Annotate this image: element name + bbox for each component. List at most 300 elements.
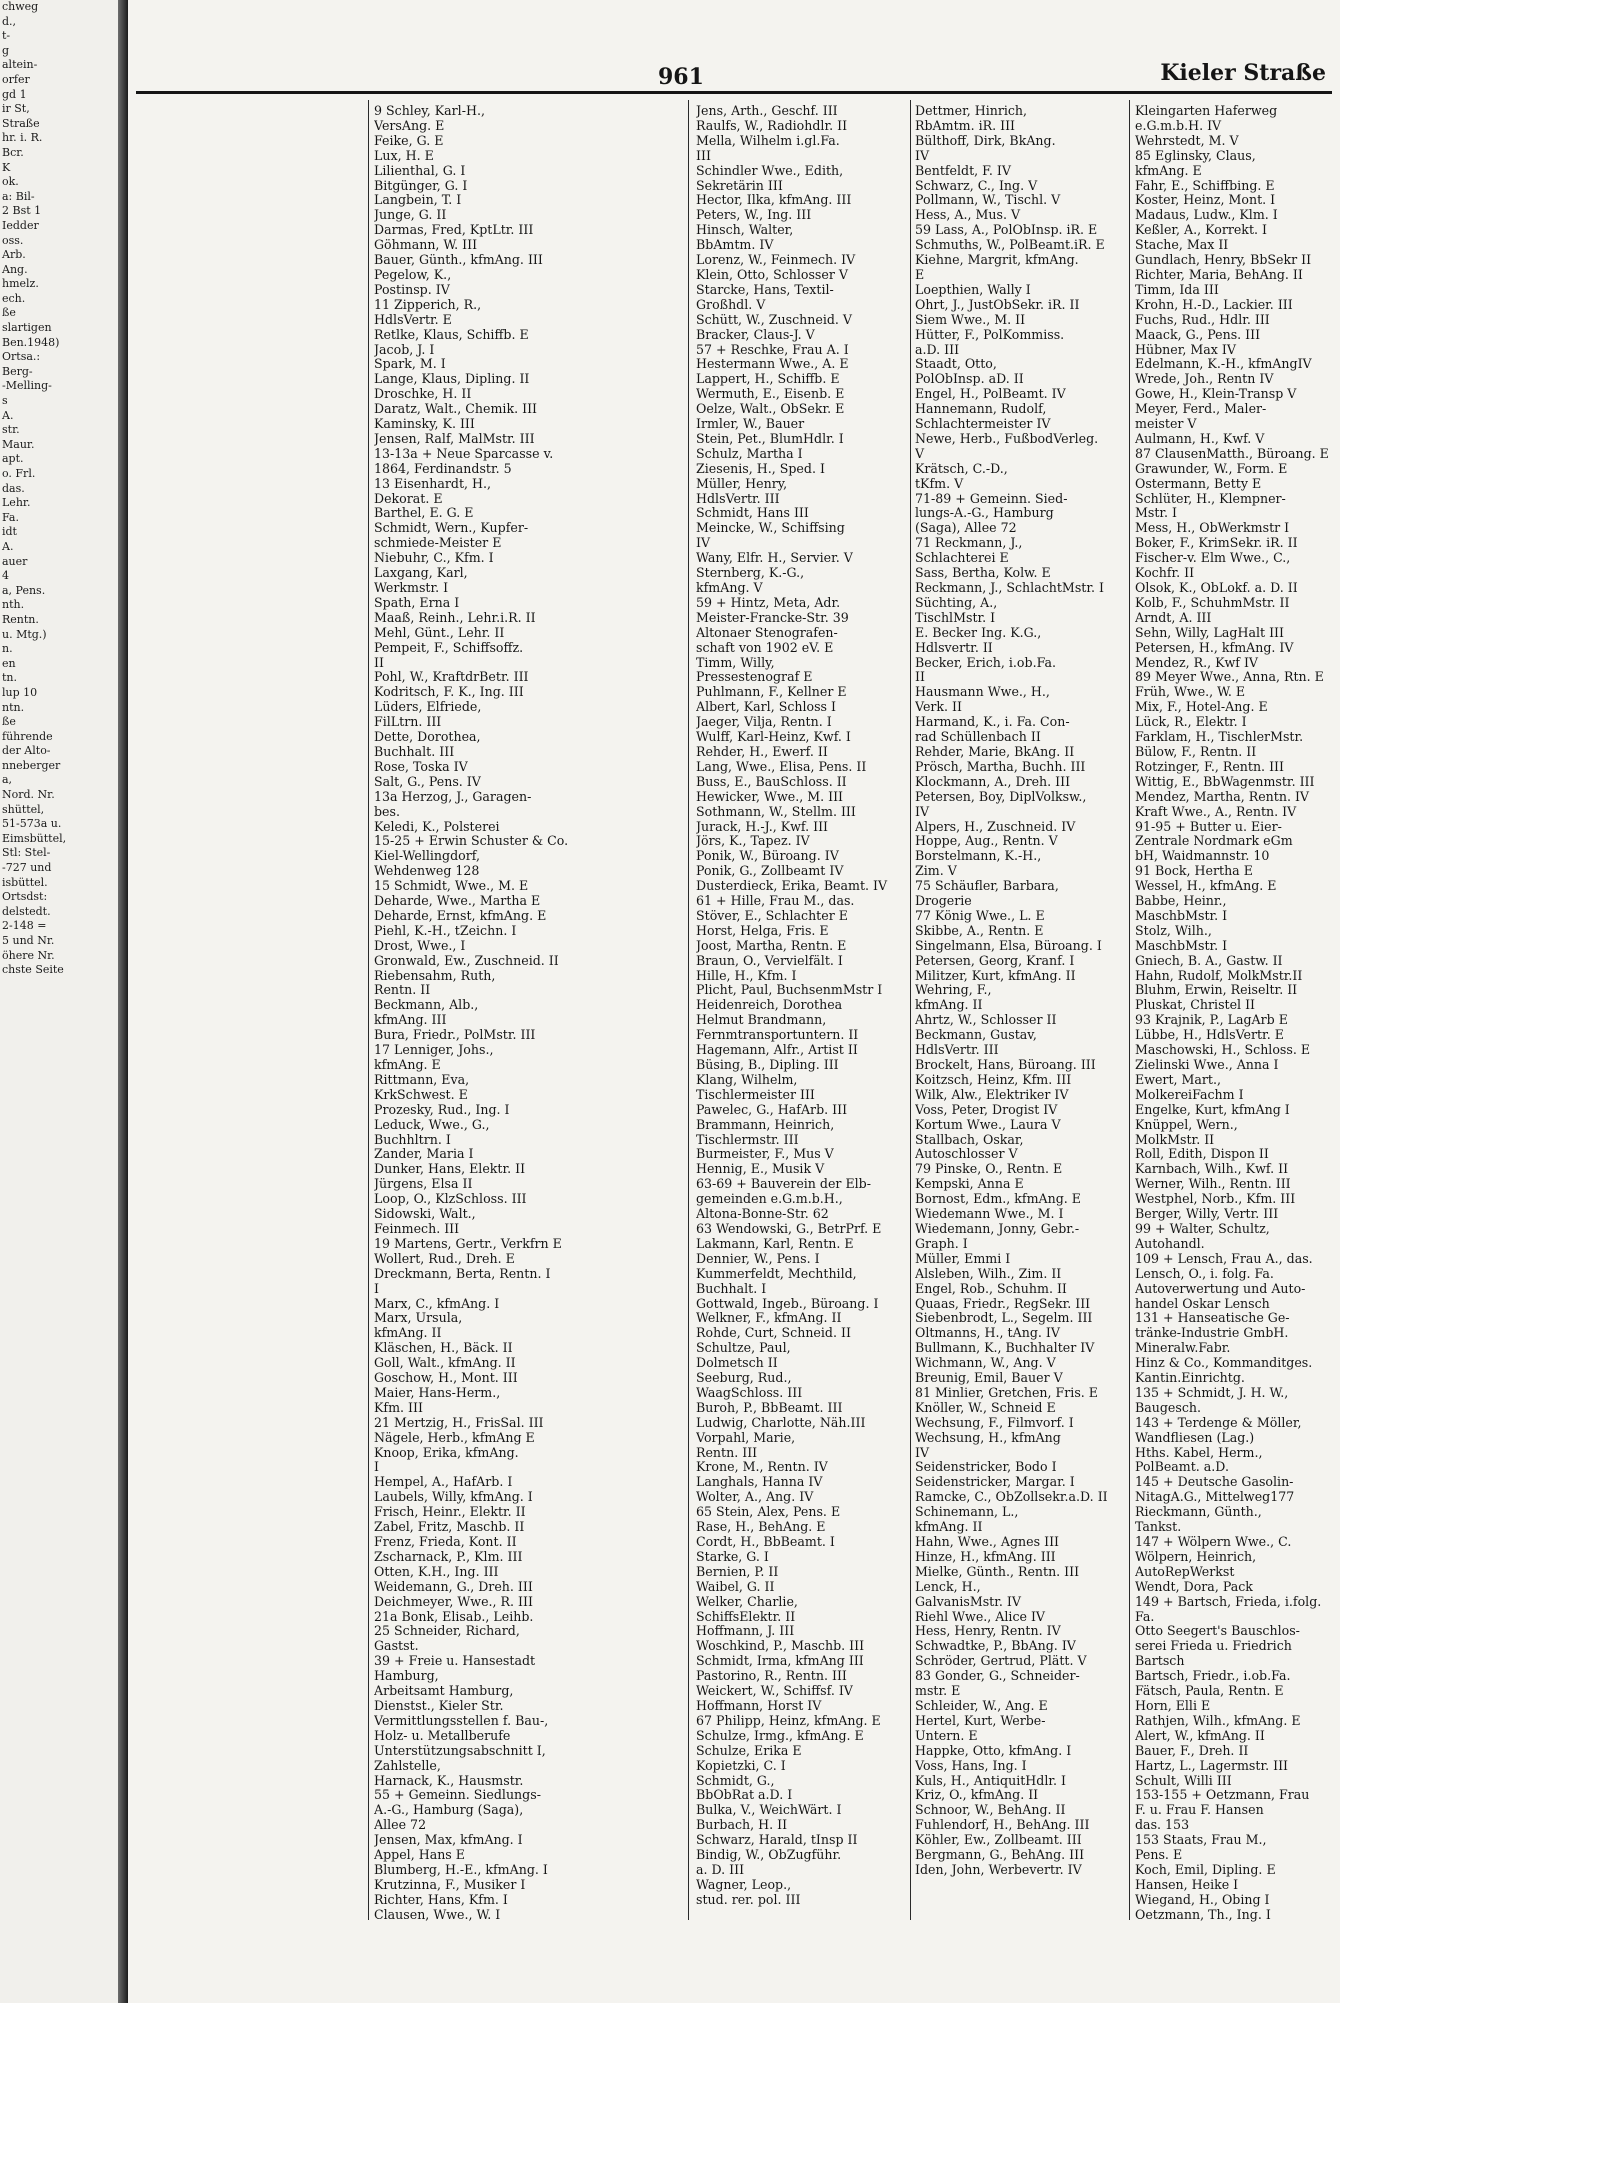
column-3 <box>696 104 906 1908</box>
prev-page-line: führende <box>2 729 53 743</box>
directory-entry: Pens. E <box>1135 1848 1183 1863</box>
directory-entry: 1864, Ferdinandstr. 5 <box>374 461 512 476</box>
prev-page-line: chweg <box>2 0 39 13</box>
directory-entry: mstr. E <box>915 1684 961 1699</box>
directory-entry: Boker, F., KrimSekr. iR. II <box>1135 536 1298 551</box>
directory-entry: Hoffmann, J. III <box>696 1624 795 1639</box>
directory-entry: Lück, R., Elektr. I <box>1135 715 1247 730</box>
directory-entry: 153 Staats, Frau M., <box>1135 1833 1267 1848</box>
directory-entry: Pollmann, W., Tischl. V <box>915 193 1061 208</box>
directory-entry: Lübbe, H., HdlsVertr. E <box>1135 1028 1284 1043</box>
directory-entry: Schwarz, C., Ing. V <box>915 178 1038 193</box>
directory-entry: Baugesch. <box>1135 1400 1202 1415</box>
directory-entry: Kriz, O., kfmAng. II <box>915 1788 1039 1803</box>
directory-entry: Spath, Erna I <box>374 595 460 610</box>
directory-entry: Kodritsch, F. K., Ing. III <box>374 685 524 700</box>
prev-page-line: Straße <box>2 116 40 130</box>
directory-entry: Keßler, A., Korrekt. I <box>1135 223 1267 238</box>
directory-entry: Burbach, H. II <box>696 1818 788 1833</box>
directory-entry: Darmas, Fred, KptLtr. III <box>374 223 534 238</box>
directory-entry: Wichmann, W., Ang. V <box>915 1356 1056 1371</box>
directory-entry: Raulfs, W., Radiohdlr. II <box>696 118 848 133</box>
prev-page-line: idt <box>2 525 17 539</box>
directory-entry: Gastst. <box>374 1639 419 1654</box>
directory-entry: Reckmann, J., SchlachtMstr. I <box>915 581 1104 595</box>
directory-entry: Albert, Karl, Schloss I <box>696 700 837 715</box>
directory-entry: 39 + Freie u. Hansestadt <box>374 1654 536 1669</box>
directory-entry: Untern. E <box>915 1728 978 1743</box>
directory-entry: 19 Martens, Gertr., Verkfrn E <box>374 1236 562 1251</box>
directory-entry: Hewicker, Wwe., M. III <box>696 789 844 804</box>
directory-entry: Buchhalt. III <box>374 744 455 759</box>
directory-entry: MaschbMstr. I <box>1135 938 1228 953</box>
directory-entry: Siebenbrodt, L., Segelm. III <box>915 1311 1093 1326</box>
previous-page-strip <box>0 0 118 2003</box>
directory-entry: Becker, Erich, i.ob.Fa. <box>915 655 1056 670</box>
directory-entry: Sass, Bertha, Kolw. E <box>915 566 1051 581</box>
directory-entry: Schultze, Paul, <box>696 1341 791 1356</box>
directory-entry: Petersen, Boy, DiplVolksw., <box>915 789 1087 804</box>
directory-entry: Loop, O., KlzSchloss. III <box>374 1192 527 1207</box>
prev-page-line: o. Frl. <box>2 467 36 480</box>
directory-entry: Wiedemann Wwe., M. I <box>915 1207 1064 1222</box>
directory-entry: Autohandl. <box>1135 1236 1205 1251</box>
directory-entry: Süchting, A., <box>915 595 998 610</box>
directory-entry: Langhals, Hanna IV <box>696 1475 823 1490</box>
directory-entry: Richter, Hans, Kfm. I <box>374 1892 508 1907</box>
directory-entry: das. 153 <box>1135 1818 1190 1833</box>
directory-entry: Hütter, F., PolKommiss. <box>915 327 1065 342</box>
directory-entry: Wrede, Joh., Rentn IV <box>1135 372 1274 387</box>
directory-entry: Horn, Elli E <box>1135 1698 1211 1713</box>
prev-page-line: Fa. <box>2 510 19 524</box>
prev-page-line: 5 und Nr. <box>2 934 55 947</box>
directory-entry: 25 Schneider, Richard, <box>374 1624 520 1639</box>
directory-entry: Karnbach, Wilh., Kwf. II <box>1135 1162 1289 1177</box>
directory-entry: Lappert, H., Schiffb. E <box>696 372 840 387</box>
directory-entry: Kempski, Anna E <box>915 1177 1024 1192</box>
prev-page-line: A. <box>2 539 14 553</box>
prev-page-line: d., <box>2 14 17 28</box>
directory-entry: e.G.m.b.H. IV <box>1135 118 1222 133</box>
directory-entry: 65 Stein, Alex, Pens. E <box>696 1505 841 1520</box>
prev-page-line: A. <box>2 408 14 422</box>
directory-entry: Lensch, O., i. folg. Fa. <box>1135 1266 1274 1281</box>
prev-page-line: Nord. Nr. <box>2 788 55 802</box>
directory-entry: Schmidt, Irma, kfmAng III <box>696 1654 864 1669</box>
directory-entry: Tischlermstr. III <box>696 1132 799 1147</box>
directory-entry: gemeinden e.G.m.b.H., <box>696 1192 843 1207</box>
directory-entry: Bauer, F., Dreh. II <box>1135 1743 1249 1758</box>
directory-entry: Schmidt, Wern., Kupfer- <box>374 521 529 536</box>
directory-entry: tränke-Industrie GmbH. <box>1135 1326 1289 1341</box>
directory-entry: Singelmann, Elsa, Büroang. I <box>915 938 1102 953</box>
directory-entry: 85 Eglinsky, Claus, <box>1135 148 1256 163</box>
directory-entry: Fätsch, Paula, Rentn. E <box>1135 1684 1284 1699</box>
directory-entry: Weidemann, G., Dreh. III <box>374 1579 533 1594</box>
directory-entry: Hess, Henry, Rentn. IV <box>915 1624 1061 1639</box>
directory-entry: Knoop, Erika, kfmAng. <box>374 1445 519 1460</box>
directory-entry: Wehring, F., <box>915 983 992 998</box>
directory-entry: Laubels, Willy, kfmAng. I <box>374 1490 533 1505</box>
directory-entry: Mstr. I <box>1135 506 1178 521</box>
directory-entry: Zander, Maria I <box>374 1147 474 1162</box>
directory-entry: Harmand, K., i. Fa. Con- <box>915 715 1070 730</box>
directory-entry: Stein, Pet., BlumHdlr. I <box>696 431 844 446</box>
directory-entry: Welker, Charlie, <box>696 1594 798 1609</box>
prev-page-line: str. <box>2 423 20 437</box>
directory-entry: Dusterdieck, Erika, Beamt. IV <box>696 879 888 894</box>
directory-entry: E. Becker Ing. K.G., <box>915 625 1042 640</box>
directory-entry: Verk. II <box>915 700 962 715</box>
directory-entry: Gowe, H., Klein-Transp V <box>1135 387 1297 402</box>
directory-entry: Marx, Ursula, <box>374 1311 463 1326</box>
directory-entry: Holz- u. Metallberufe <box>374 1728 511 1743</box>
directory-entry: Pluskat, Christel II <box>1135 998 1256 1013</box>
directory-entry: Brockelt, Hans, Büroang. III <box>915 1058 1096 1072</box>
directory-entry: Staadt, Otto, <box>915 357 997 372</box>
directory-entry: Krohn, H.-D., Lackier. III <box>1135 297 1293 312</box>
directory-entry: Klang, Wilhelm, <box>696 1072 798 1087</box>
directory-entry: Alsleben, Wilh., Zim. II <box>915 1266 1062 1281</box>
directory-entry: Arndt, A. III <box>1135 610 1212 625</box>
directory-entry: Petersen, Georg, Kranf. I <box>915 953 1075 968</box>
directory-entry: Droschke, H. II <box>374 387 472 402</box>
directory-entry: Feinmech. III <box>374 1221 460 1236</box>
directory-entry: Prösch, Martha, Buchh. III <box>915 759 1086 774</box>
directory-entry: Engelke, Kurt, kfmAng I <box>1135 1102 1290 1117</box>
directory-entry: Pawelec, G., HafArb. III <box>696 1102 848 1117</box>
directory-entry: Hoppe, Aug., Rentn. V <box>915 834 1058 849</box>
prev-page-line: a: Bil- <box>2 189 35 203</box>
directory-entry: Goll, Walt., kfmAng. II <box>374 1356 516 1371</box>
directory-entry: 153-155 + Oetzmann, Frau <box>1135 1788 1310 1803</box>
directory-page <box>128 0 1340 2003</box>
directory-entry: 145 + Deutsche Gasolin- <box>1135 1475 1294 1490</box>
directory-entry: Werkmstr. I <box>374 581 449 595</box>
directory-entry: Wolter, A., Ang. IV <box>696 1490 814 1505</box>
directory-entry: Wessel, H., kfmAng. E <box>1135 879 1277 894</box>
directory-entry: Bauer, Günth., kfmAng. III <box>374 253 543 268</box>
directory-entry: Dekorat. E <box>374 491 443 506</box>
prev-page-line: Iedder <box>2 218 39 232</box>
directory-entry: Dette, Dorothea, <box>374 730 481 745</box>
prev-page-line: Ben.1948) <box>2 335 60 349</box>
prev-page-line: Lehr. <box>2 496 31 510</box>
directory-entry: 59 Lass, A., PolObInsp. iR. E <box>915 223 1098 238</box>
directory-entry: Heidenreich, Dorothea <box>696 998 843 1013</box>
directory-entry: Dienstst., Kieler Str. <box>374 1698 504 1713</box>
directory-entry: Schröder, Gertrud, Plätt. V <box>915 1654 1087 1669</box>
prev-page-line: altein- <box>2 58 38 72</box>
directory-entry: Mess, H., ObWerkmstr I <box>1135 521 1290 536</box>
directory-entry: Timm, Ida III <box>1135 282 1219 297</box>
directory-entry: Zscharnack, P., Klm. III <box>374 1549 523 1564</box>
directory-entry: Köhler, Ew., Zollbeamt. III <box>915 1833 1082 1848</box>
directory-entry: BbAmtm. IV <box>696 238 774 253</box>
directory-entry: Richter, Maria, BehAng. II <box>1135 267 1303 282</box>
directory-entry: Hess, A., Mus. V <box>915 208 1021 223</box>
directory-entry: SchiffsElektr. II <box>696 1609 796 1624</box>
directory-entry: Bartsch, Friedr., i.ob.Fa. <box>1135 1669 1291 1684</box>
directory-entry: Autoschlosser V <box>915 1147 1018 1162</box>
directory-entry: KrkSchwest. E <box>374 1087 468 1102</box>
directory-entry: Barthel, E. G. E <box>374 506 474 521</box>
directory-entry: 75 Schäufler, Barbara, <box>915 879 1059 894</box>
directory-entry: Dreckmann, Berta, Rentn. I <box>374 1266 551 1281</box>
directory-entry: Kiel-Wellingdorf, <box>374 849 480 864</box>
directory-entry: Plicht, Paul, BuchsenmMstr I <box>696 983 883 998</box>
directory-entry: I <box>374 1281 379 1296</box>
directory-entry: 59 + Hintz, Meta, Adr. <box>696 595 841 610</box>
directory-entry: Seidenstricker, Bodo I <box>915 1460 1057 1475</box>
directory-entry: kfmAng. II <box>915 998 983 1013</box>
directory-entry: MolkMstr. II <box>1135 1132 1215 1147</box>
directory-entry: Bentfeldt, F. IV <box>915 163 1012 178</box>
directory-entry: 67 Philipp, Heinz, kfmAng. E <box>696 1713 881 1728</box>
directory-entry: II <box>915 670 925 685</box>
directory-entry: schmiede-Meister E <box>374 536 502 551</box>
directory-entry: Mielke, Günth., Rentn. III <box>915 1564 1080 1579</box>
prev-page-line: das. <box>2 481 25 495</box>
directory-entry: Koster, Heinz, Mont. I <box>1135 193 1276 208</box>
directory-entry: stud. rer. pol. III <box>696 1892 801 1907</box>
directory-entry: WaagSchloss. III <box>696 1385 803 1400</box>
prev-page-line: Ang. <box>2 262 28 276</box>
directory-entry: Borstelmann, K.-H., <box>915 849 1042 864</box>
directory-entry: Wehrstedt, M. V <box>1135 133 1239 148</box>
directory-entry: Bartsch <box>1135 1654 1185 1669</box>
directory-entry: HdlsVertr. III <box>696 491 780 506</box>
directory-entry: Dolmetsch II <box>696 1356 778 1371</box>
directory-entry: Bülow, F., Rentn. II <box>1135 744 1257 759</box>
directory-entry: Pastorino, R., Rentn. III <box>696 1669 847 1684</box>
directory-entry: III <box>696 148 711 163</box>
directory-entry: Westphel, Norb., Kfm. III <box>1135 1192 1296 1207</box>
directory-entry: Koitzsch, Heinz, Kfm. III <box>915 1072 1072 1087</box>
prev-page-line: hmelz. <box>2 277 39 291</box>
directory-entry: a.D. III <box>915 342 960 357</box>
prev-page-line: isbüttel. <box>2 875 48 889</box>
directory-entry: Sekretärin III <box>696 178 783 193</box>
directory-entry: Braun, O., Vervielfält. I <box>696 953 843 968</box>
directory-entry: 93 Krajnik, P., LagArb E <box>1135 1013 1288 1028</box>
directory-entry: Burmeister, F., Mus V <box>696 1147 834 1162</box>
directory-entry: Kiehne, Margrit, kfmAng. <box>915 253 1079 268</box>
directory-entry: Dettmer, Hinrich, <box>915 104 1028 118</box>
directory-entry: Lange, Klaus, Dipling. II <box>374 372 530 387</box>
directory-entry: Vermittlungsstellen f. Bau-, <box>374 1713 549 1728</box>
directory-entry: Bernien, P. II <box>696 1564 779 1579</box>
directory-entry: Koch, Emil, Dipling. E <box>1135 1862 1276 1877</box>
directory-entry: Jürgens, Elsa II <box>374 1177 473 1192</box>
directory-entry: Marx, C., kfmAng. I <box>374 1296 500 1311</box>
directory-entry: IV <box>915 1445 930 1460</box>
directory-entry: Wittig, E., BbWagenmstr. III <box>1135 774 1315 789</box>
directory-entry: Laxgang, Karl, <box>374 566 468 581</box>
directory-entry: Maschowski, H., Schloss. E <box>1135 1043 1311 1058</box>
directory-entry: 61 + Hille, Frau M., das. <box>696 894 855 909</box>
directory-entry: GalvanisMstr. IV <box>915 1594 1021 1609</box>
directory-entry: Deharde, Ernst, kfmAng. E <box>374 908 547 923</box>
prev-page-line: ok. <box>2 175 19 189</box>
directory-entry: Meyer, Ferd., Maler- <box>1135 402 1267 417</box>
directory-entry: Hamburg, <box>374 1669 439 1684</box>
directory-entry: Meister-Francke-Str. 39 <box>696 610 849 625</box>
directory-entry: Werner, Wilh., Rentn. III <box>1135 1177 1291 1192</box>
directory-entry: Jacob, J. I <box>374 342 435 357</box>
directory-entry: Junge, G. II <box>374 208 447 223</box>
directory-entry: Wagner, Leop., <box>696 1877 792 1892</box>
prev-page-line: oss. <box>2 233 24 247</box>
directory-entry: RbAmtm. iR. III <box>915 118 1016 133</box>
directory-entry: Altonaer Stenografen- <box>696 625 838 640</box>
prev-page-line: Stl: Stel- <box>2 846 51 860</box>
directory-entry: Brammann, Heinrich, <box>696 1117 835 1132</box>
directory-entry: serei Frieda u. Friedrich <box>1135 1639 1292 1654</box>
directory-entry: Hartz, L., Lagermstr. III <box>1135 1758 1289 1773</box>
directory-entry: Puhlmann, F., Kellner E <box>696 685 847 700</box>
directory-entry: 149 + Bartsch, Frieda, i.folg. <box>1135 1594 1322 1609</box>
directory-entry: Allee 72 <box>374 1818 427 1833</box>
directory-entry: Mella, Wilhelm i.gl.Fa. <box>696 133 840 148</box>
directory-entry: 21 Mertzig, H., FrisSal. III <box>374 1415 544 1430</box>
directory-entry: E <box>915 267 925 282</box>
prev-page-line: gd 1 <box>2 87 27 101</box>
directory-entry: Bergmann, G., BehAng. III <box>915 1848 1085 1863</box>
directory-entry: Hansen, Heike I <box>1135 1877 1239 1892</box>
prev-page-line: der Alto- <box>2 744 51 758</box>
prev-page-line: -Melling- <box>2 379 52 393</box>
prev-page-line: 4 <box>2 569 9 583</box>
directory-entry: Buchhltrn. I <box>374 1132 451 1147</box>
directory-entry: Buroh, P., BbBeamt. III <box>696 1400 843 1415</box>
directory-entry: Fahr, E., Schiffbing. E <box>1135 178 1275 193</box>
prev-page-line: g <box>2 43 10 57</box>
directory-entry: Sehn, Willy, LagHalt III <box>1135 625 1285 640</box>
directory-entry: Hths. Kabel, Herm., <box>1135 1445 1263 1460</box>
directory-entry: Tankst. <box>1135 1520 1182 1535</box>
directory-entry: Skibbe, A., Rentn. E <box>915 923 1044 938</box>
directory-entry: Hannemann, Rudolf, <box>915 402 1047 417</box>
directory-entry: Cordt, H., BbBeamt. I <box>696 1535 835 1549</box>
directory-entry: Quaas, Friedr., RegSekr. III <box>915 1296 1091 1311</box>
directory-entry: Pressestenograf E <box>696 670 813 685</box>
directory-entry: Wendt, Dora, Pack <box>1135 1579 1253 1594</box>
directory-entry: Drost, Wwe., I <box>374 938 466 953</box>
directory-entry: Schnoor, W., BehAng. II <box>915 1803 1066 1818</box>
directory-entry: F. u. Frau F. Hansen <box>1135 1803 1264 1818</box>
prev-page-line: Arb. <box>2 248 26 262</box>
directory-entry: Rittmann, Eva, <box>374 1072 470 1087</box>
prev-page-line: Maur. <box>2 437 35 451</box>
directory-entry: Schlüter, H., Klempner- <box>1135 491 1286 506</box>
directory-entry: rad Schüllenbach II <box>915 730 1041 745</box>
prev-page-line: 51-573a u. <box>2 817 62 831</box>
directory-entry: Rentn. II <box>374 983 431 998</box>
directory-entry: HdlsVertr. E <box>374 312 452 327</box>
prev-page-line: nth. <box>2 598 25 612</box>
directory-entry: Keledi, K., Polsterei <box>374 819 500 834</box>
directory-entry: MolkereiFachm I <box>1135 1087 1244 1102</box>
directory-entry: II <box>374 655 384 670</box>
directory-entry: Kfm. III <box>374 1400 423 1415</box>
directory-entry: Rose, Toska IV <box>374 759 468 774</box>
directory-entry: Riehl Wwe., Alice IV <box>915 1609 1046 1624</box>
directory-entry: Früh, Wwe., W. E <box>1135 685 1246 700</box>
prev-page-line: chste Seite <box>2 963 64 977</box>
directory-entry: kfmAng. E <box>374 1058 441 1072</box>
directory-entry: Grawunder, W., Form. E <box>1135 461 1288 476</box>
directory-entry: Beckmann, Gustav, <box>915 1028 1037 1043</box>
directory-entry: 99 + Walter, Schultz, <box>1135 1221 1270 1236</box>
directory-entry: Hinsch, Walter, <box>696 223 794 238</box>
directory-entry: a. D. III <box>696 1862 745 1877</box>
directory-entry: Kläschen, H., Bäck. II <box>374 1341 513 1356</box>
page-number: 961 <box>658 64 704 90</box>
directory-entry: handel Oskar Lensch <box>1135 1296 1270 1311</box>
directory-entry: Voss, Peter, Drogist IV <box>915 1102 1058 1117</box>
directory-entry: Hennig, E., Musik V <box>696 1162 825 1177</box>
prev-page-line: nneberger <box>2 758 61 772</box>
directory-entry: bes. <box>374 804 400 819</box>
directory-entry: Kleingarten Haferweg <box>1135 104 1278 118</box>
directory-entry: Vorpahl, Marie, <box>696 1430 796 1445</box>
directory-entry: Stöver, E., Schlachter E <box>696 908 848 923</box>
directory-entry: Harnack, K., Hausmstr. <box>374 1773 524 1788</box>
directory-entry: Clausen, Wwe., W. I <box>374 1907 501 1922</box>
prev-page-line: delstedt. <box>2 904 51 918</box>
directory-entry: Hille, H., Kfm. I <box>696 968 797 983</box>
directory-entry: Schleider, W., Ang. E <box>915 1698 1048 1713</box>
prev-page-line: ße <box>2 715 16 729</box>
directory-entry: Rehder, H., Ewerf. II <box>696 744 828 759</box>
directory-entry: kfmAng. II <box>374 1326 442 1341</box>
prev-page-line: a, <box>2 773 13 787</box>
directory-entry: 91 Bock, Hertha E <box>1135 864 1253 879</box>
directory-entry: Müller, Henry, <box>696 476 788 491</box>
directory-entry: Wollert, Rud., Dreh. E <box>374 1251 515 1266</box>
directory-entry: Roll, Edith, Dispon II <box>1135 1147 1269 1162</box>
directory-entry: Zentrale Nordmark eGm <box>1135 834 1293 849</box>
directory-entry: Peters, W., Ing. III <box>696 208 812 223</box>
directory-entry: Bulka, V., WeichWärt. I <box>696 1803 842 1818</box>
directory-entry: Welkner, F., kfmAng. II <box>696 1311 842 1326</box>
directory-entry: Fischer-v. Elm Wwe., C., <box>1135 551 1291 566</box>
directory-entry: Zabel, Fritz, Maschb. II <box>374 1520 525 1535</box>
directory-entry: 79 Pinske, O., Rentn. E <box>915 1162 1063 1177</box>
directory-entry: Wiegand, H., Obing I <box>1135 1892 1270 1907</box>
directory-entry: Buss, E., BauSchloss. II <box>696 774 847 789</box>
directory-entry: Dunker, Hans, Elektr. II <box>374 1162 526 1177</box>
directory-entry: 55 + Gemeinn. Siedlungs- <box>374 1788 541 1803</box>
directory-entry: 17 Lenniger, Johs., <box>374 1043 494 1058</box>
directory-entry: Blumberg, H.-E., kfmAng. I <box>374 1862 548 1877</box>
directory-entry: Zahlstelle, <box>374 1758 441 1773</box>
directory-entry: Ramcke, C., ObZollsekr.a.D. II <box>915 1490 1108 1505</box>
directory-entry: Helmut Brandmann, <box>696 1013 827 1028</box>
directory-entry: Alert, W., kfmAng. II <box>1135 1728 1265 1743</box>
header-rule <box>136 91 1332 94</box>
directory-entry: Tischlermeister III <box>696 1087 815 1102</box>
directory-entry: 15-25 + Erwin Schuster & Co. <box>374 834 569 849</box>
directory-entry: 11 Zipperich, R., <box>374 297 482 312</box>
directory-entry: Klein, Otto, Schlosser V <box>696 267 848 282</box>
directory-entry: Goschow, H., Mont. III <box>374 1371 518 1386</box>
directory-entry: Wiedemann, Jonny, Gebr.- <box>915 1221 1080 1236</box>
directory-entry: 13-13a + Neue Sparcasse v. <box>374 446 554 461</box>
directory-entry: Seeburg, Rud., <box>696 1371 792 1386</box>
